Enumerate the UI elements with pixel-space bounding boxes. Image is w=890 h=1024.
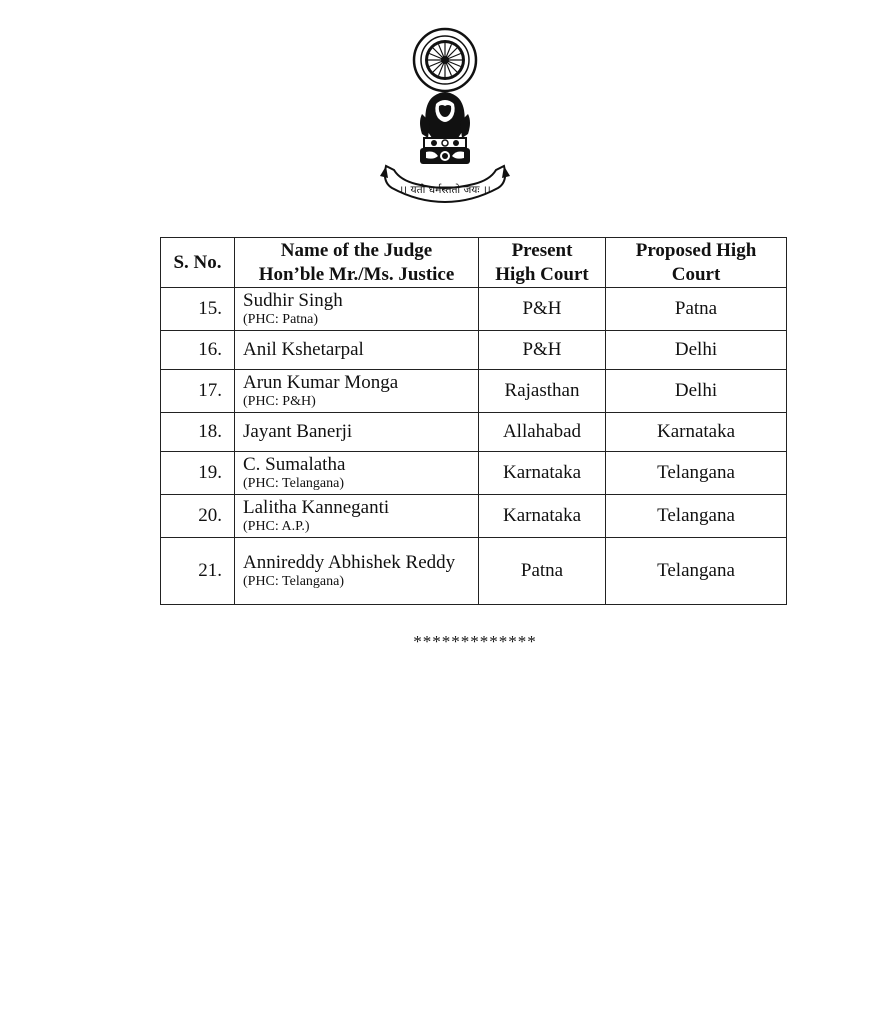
judge-name: Annireddy Abhishek Reddy [243, 552, 456, 573]
end-separator: ************* [413, 632, 537, 651]
parent-high-court: (PHC: Telangana) [243, 574, 345, 589]
judges-transfer-table [160, 237, 787, 605]
judge-name: Jayant Banerji [243, 421, 353, 442]
parent-high-court: (PHC: A.P.) [243, 519, 310, 534]
judge-name: Arun Kumar Monga [243, 372, 399, 393]
row-sno: 19. [161, 452, 235, 495]
parent-high-court: (PHC: Telangana) [243, 476, 345, 491]
emblem-motto: ।। यतो धर्मस्ततो जयः ।। [399, 184, 491, 196]
row-proposed-court: Delhi [606, 331, 787, 370]
row-proposed-court: Karnataka [606, 413, 787, 452]
table-row [161, 288, 787, 331]
row-present-court: P&H [479, 288, 606, 331]
row-sno: 15. [161, 288, 235, 331]
table-row [161, 413, 787, 452]
table-row [161, 495, 787, 538]
row-judge-name [235, 288, 479, 331]
row-proposed-court: Delhi [606, 370, 787, 413]
supreme-court-emblem [378, 26, 512, 210]
row-judge-name [235, 413, 479, 452]
table-header-row [161, 238, 787, 288]
row-sno: 17. [161, 370, 235, 413]
row-present-court: Patna [479, 538, 606, 605]
row-present-court: Karnataka [479, 495, 606, 538]
row-proposed-court: Telangana [606, 495, 787, 538]
row-judge-name [235, 331, 479, 370]
table-row [161, 452, 787, 495]
row-judge-name [235, 495, 479, 538]
row-present-court: Karnataka [479, 452, 606, 495]
row-sno: 16. [161, 331, 235, 370]
emblem-icon [378, 26, 512, 210]
parent-high-court: (PHC: P&H) [243, 394, 316, 409]
table-row [161, 538, 787, 605]
header-sno: S. No. [161, 238, 235, 288]
judge-name: Lalitha Kanneganti [243, 497, 390, 518]
row-present-court: P&H [479, 331, 606, 370]
row-sno: 18. [161, 413, 235, 452]
row-judge-name [235, 538, 479, 605]
judge-name: C. Sumalatha [243, 454, 346, 475]
judge-name: Anil Kshetarpal [243, 339, 364, 360]
row-judge-name [235, 370, 479, 413]
judge-name: Sudhir Singh [243, 290, 343, 311]
table-row [161, 331, 787, 370]
header-judge-name: Name of the Judge Hon’ble Mr./Ms. Justice [235, 238, 479, 288]
row-proposed-court: Patna [606, 288, 787, 331]
row-judge-name [235, 452, 479, 495]
parent-high-court: (PHC: Patna) [243, 312, 319, 327]
header-proposed-high-court: Proposed High Court [606, 238, 787, 288]
row-sno: 21. [161, 538, 235, 605]
row-present-court: Allahabad [479, 413, 606, 452]
row-proposed-court: Telangana [606, 452, 787, 495]
row-proposed-court: Telangana [606, 538, 787, 605]
table-row [161, 370, 787, 413]
header-present-high-court: Present High Court [479, 238, 606, 288]
row-present-court: Rajasthan [479, 370, 606, 413]
row-sno: 20. [161, 495, 235, 538]
